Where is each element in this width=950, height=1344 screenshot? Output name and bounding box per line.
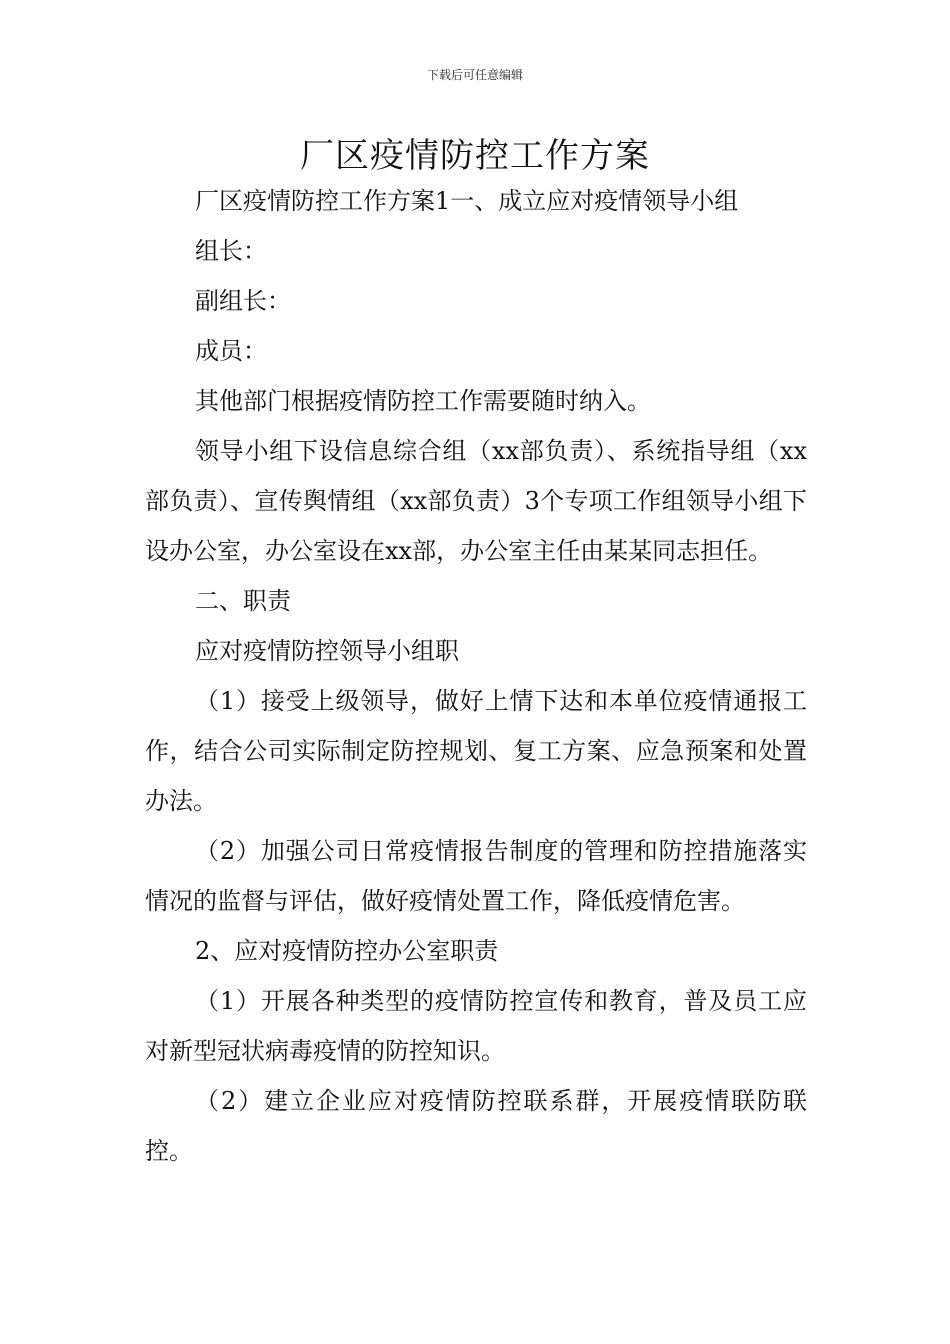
paragraph-section-duties: 二、职责 xyxy=(195,587,291,615)
paragraph-intro: 厂区疫情防控工作方案1一、成立应对疫情领导小组 xyxy=(195,187,739,215)
paragraph-duty-2: （2）加强公司日常疫情报告制度的管理和防控措施落实情况的监督与评估，做好疫情处置工作，降低疫情危害。 xyxy=(145,837,807,915)
document-title: 厂区疫情防控工作方案 xyxy=(300,136,650,176)
paragraph-office-duties: 2、应对疫情防控办公室职责 xyxy=(195,937,499,965)
paragraph-office-duty-2: （2）建立企业应对疫情防控联系群，开展疫情联防联控。 xyxy=(145,1087,807,1165)
paragraph-subgroups: 领导小组下设信息综合组（xx部负责）、系统指导组（xx部负责）、宣传舆情组（xx部负责）3个专项工作组领导小组下设办公室，办公室设在xx部，办公室主任由某某同志担任。 xyxy=(145,437,807,565)
paragraph-members: 成员： xyxy=(195,337,267,365)
paragraph-duty-1: （1）接受上级领导，做好上情下达和本单位疫情通报工作，结合公司实际制定防控规划、复工方案、应急预案和处置办法。 xyxy=(145,687,807,815)
header-note: 下载后可任意编辑 xyxy=(426,68,523,82)
paragraph-deputy-leader: 副组长： xyxy=(195,287,291,315)
paragraph-other-departments: 其他部门根据疫情防控工作需要随时纳入。 xyxy=(195,387,651,415)
paragraph-office-duty-1: （1）开展各种类型的疫情防控宣传和教育，普及员工应对新型冠状病毒疫情的防控知识。 xyxy=(145,987,807,1065)
paragraph-group-leader: 组长： xyxy=(195,237,267,265)
document-body xyxy=(145,176,807,1176)
paragraph-leadership-duties: 应对疫情防控领导小组职 xyxy=(195,637,459,665)
